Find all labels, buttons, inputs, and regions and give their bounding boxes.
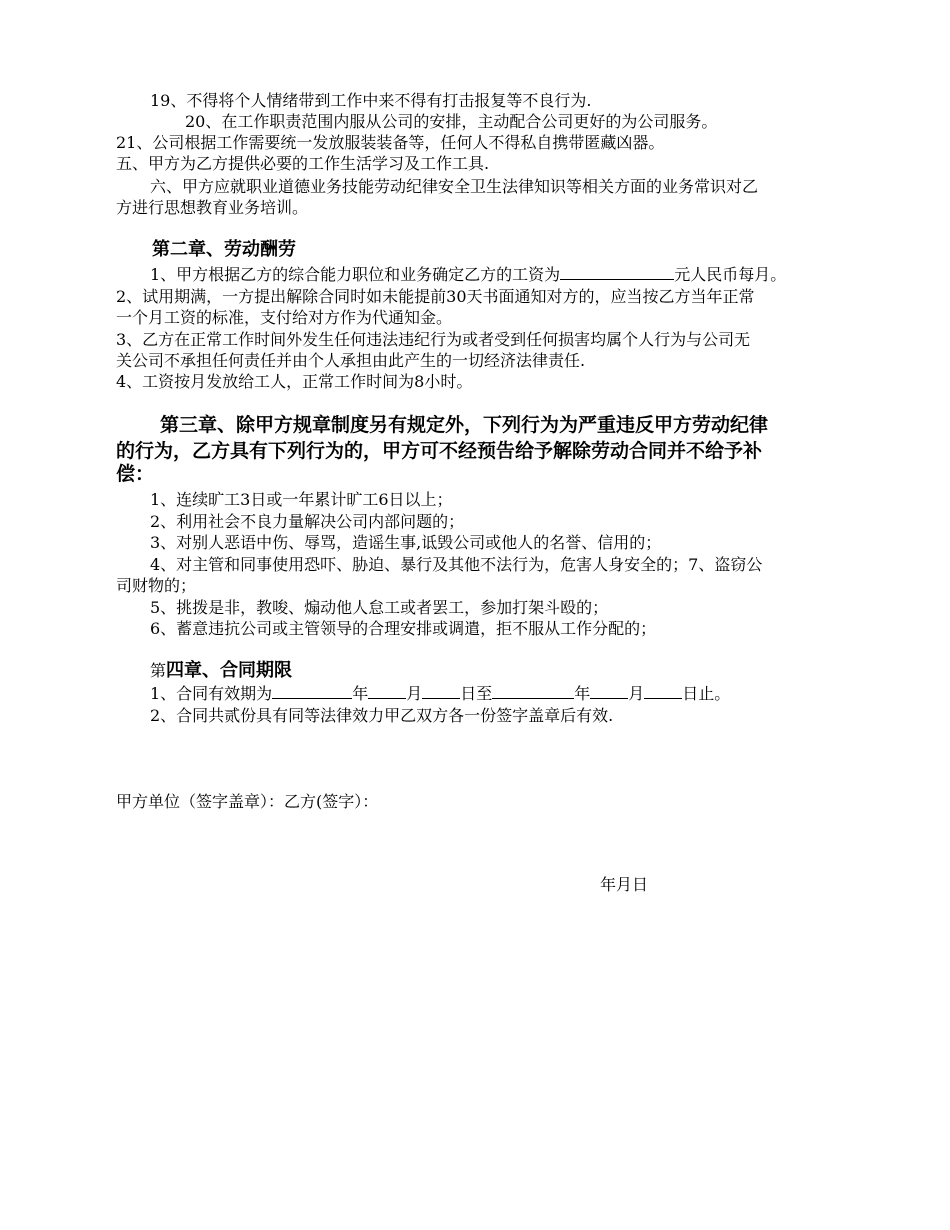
chapter-4-title-main: 四章、合同期限 <box>166 660 293 681</box>
ch2-item3-line1: 3、乙方在正常工作时间外发生任何违法违纪行为或者受到任何损害均属个人行为与公司无 <box>116 330 751 349</box>
chapter-2-title: 第二章、劳动酬劳 <box>152 239 296 260</box>
signature-date: 年月日 <box>600 875 649 894</box>
clause-20: 20、在工作职责范围内服从公司的安排，主动配合公司更好的为公司服务。 <box>185 112 718 131</box>
end-day-blank <box>644 683 682 699</box>
ch3-item-cont: 司财物的； <box>116 576 197 595</box>
ch3-item: 5、挑拨是非，教唆、煽动他人怠工或者罢工，参加打架斗殴的； <box>150 598 609 617</box>
ch3-item: 4、对主管和同事使用恐吓、胁迫、暴行及其他不法行为，危害人身安全的；7、盗窃公 <box>150 555 763 574</box>
clause-six-line2: 方进行思想教育业务培训。 <box>116 198 309 217</box>
ch3-item: 6、蓄意违抗公司或主管领导的合理安排或调遣，拒不服从工作分配的； <box>150 619 657 638</box>
chapter-3-title-line2: 的行为，乙方具有下列行为的，甲方可不经预告给予解除劳动合同并不给予补 <box>116 440 763 462</box>
clause-five: 五、甲方为乙方提供必要的工作生活学习及工作工具. <box>116 154 490 173</box>
ch2-item1 <box>150 264 786 285</box>
ch2-item2-line2: 一个月工资的标准，支付给对方作为代通知金。 <box>116 308 453 327</box>
clause-21: 21、公司根据工作需要统一发放服装装备等，任何人不得私自携带匿藏凶器。 <box>116 133 665 152</box>
ch2-item3-line2: 关公司不承担任何责任并由个人承担由此产生的一切经济法律责任. <box>116 351 586 370</box>
ch2-item1-unit: 元人民币每月。 <box>674 265 787 284</box>
ch4-item1 <box>150 683 730 704</box>
salary-blank <box>560 264 674 280</box>
month-label: 月 <box>406 684 423 703</box>
ch2-item2-line1: 2、试用期满，一方提出解除合同时如未能提前30天书面通知对方的，应当按乙方当年正常 <box>116 287 755 306</box>
chapter-3-title-line1: 第三章、除甲方规章制度另有规定外，下列行为为严重违反甲方劳动纪律 <box>160 414 769 436</box>
clause-19: 19、不得将个人情绪带到工作中来不得有打击报复等不良行为. <box>150 91 592 110</box>
end-month-blank <box>590 683 628 699</box>
month-label: 月 <box>628 684 645 703</box>
ch4-item2: 2、合同共贰份具有同等法律效力甲乙双方各一份签字盖章后有效. <box>150 706 614 725</box>
ch3-item: 1、连续旷工3日或一年累计旷工6日以上； <box>150 490 453 509</box>
start-month-blank <box>368 683 406 699</box>
year-label: 年 <box>352 684 369 703</box>
clause-six-line1: 六、甲方应就职业道德业务技能劳动纪律安全卫生法律知识等相关方面的业务常识对乙 <box>150 177 759 196</box>
chapter-3-title-line3: 偿： <box>116 463 155 485</box>
chapter-4-title <box>150 659 292 683</box>
ch3-item: 3、对别人恶语中伤、辱骂，造谣生事,诋毁公司或他人的名誉、信用的； <box>150 533 662 552</box>
day-end-label: 日止。 <box>682 684 731 703</box>
ch2-item4: 4、工资按月发放给工人，正常工作时间为8小时。 <box>116 372 473 391</box>
chapter-4-title-prefix: 第 <box>150 661 167 680</box>
ch3-item: 2、利用社会不良力量解决公司内部问题的； <box>150 512 465 531</box>
term-prefix: 1、合同有效期为 <box>150 684 273 703</box>
signature-line: 甲方单位（签字盖章）：乙方(签字）： <box>116 792 379 811</box>
year-label: 年 <box>574 684 591 703</box>
start-day-blank <box>422 683 460 699</box>
ch2-item1-text: 1、甲方根据乙方的综合能力职位和业务确定乙方的工资为 <box>150 265 561 284</box>
day-to-label: 日至 <box>460 684 493 703</box>
start-year-blank <box>272 683 352 699</box>
end-year-blank <box>492 683 574 699</box>
